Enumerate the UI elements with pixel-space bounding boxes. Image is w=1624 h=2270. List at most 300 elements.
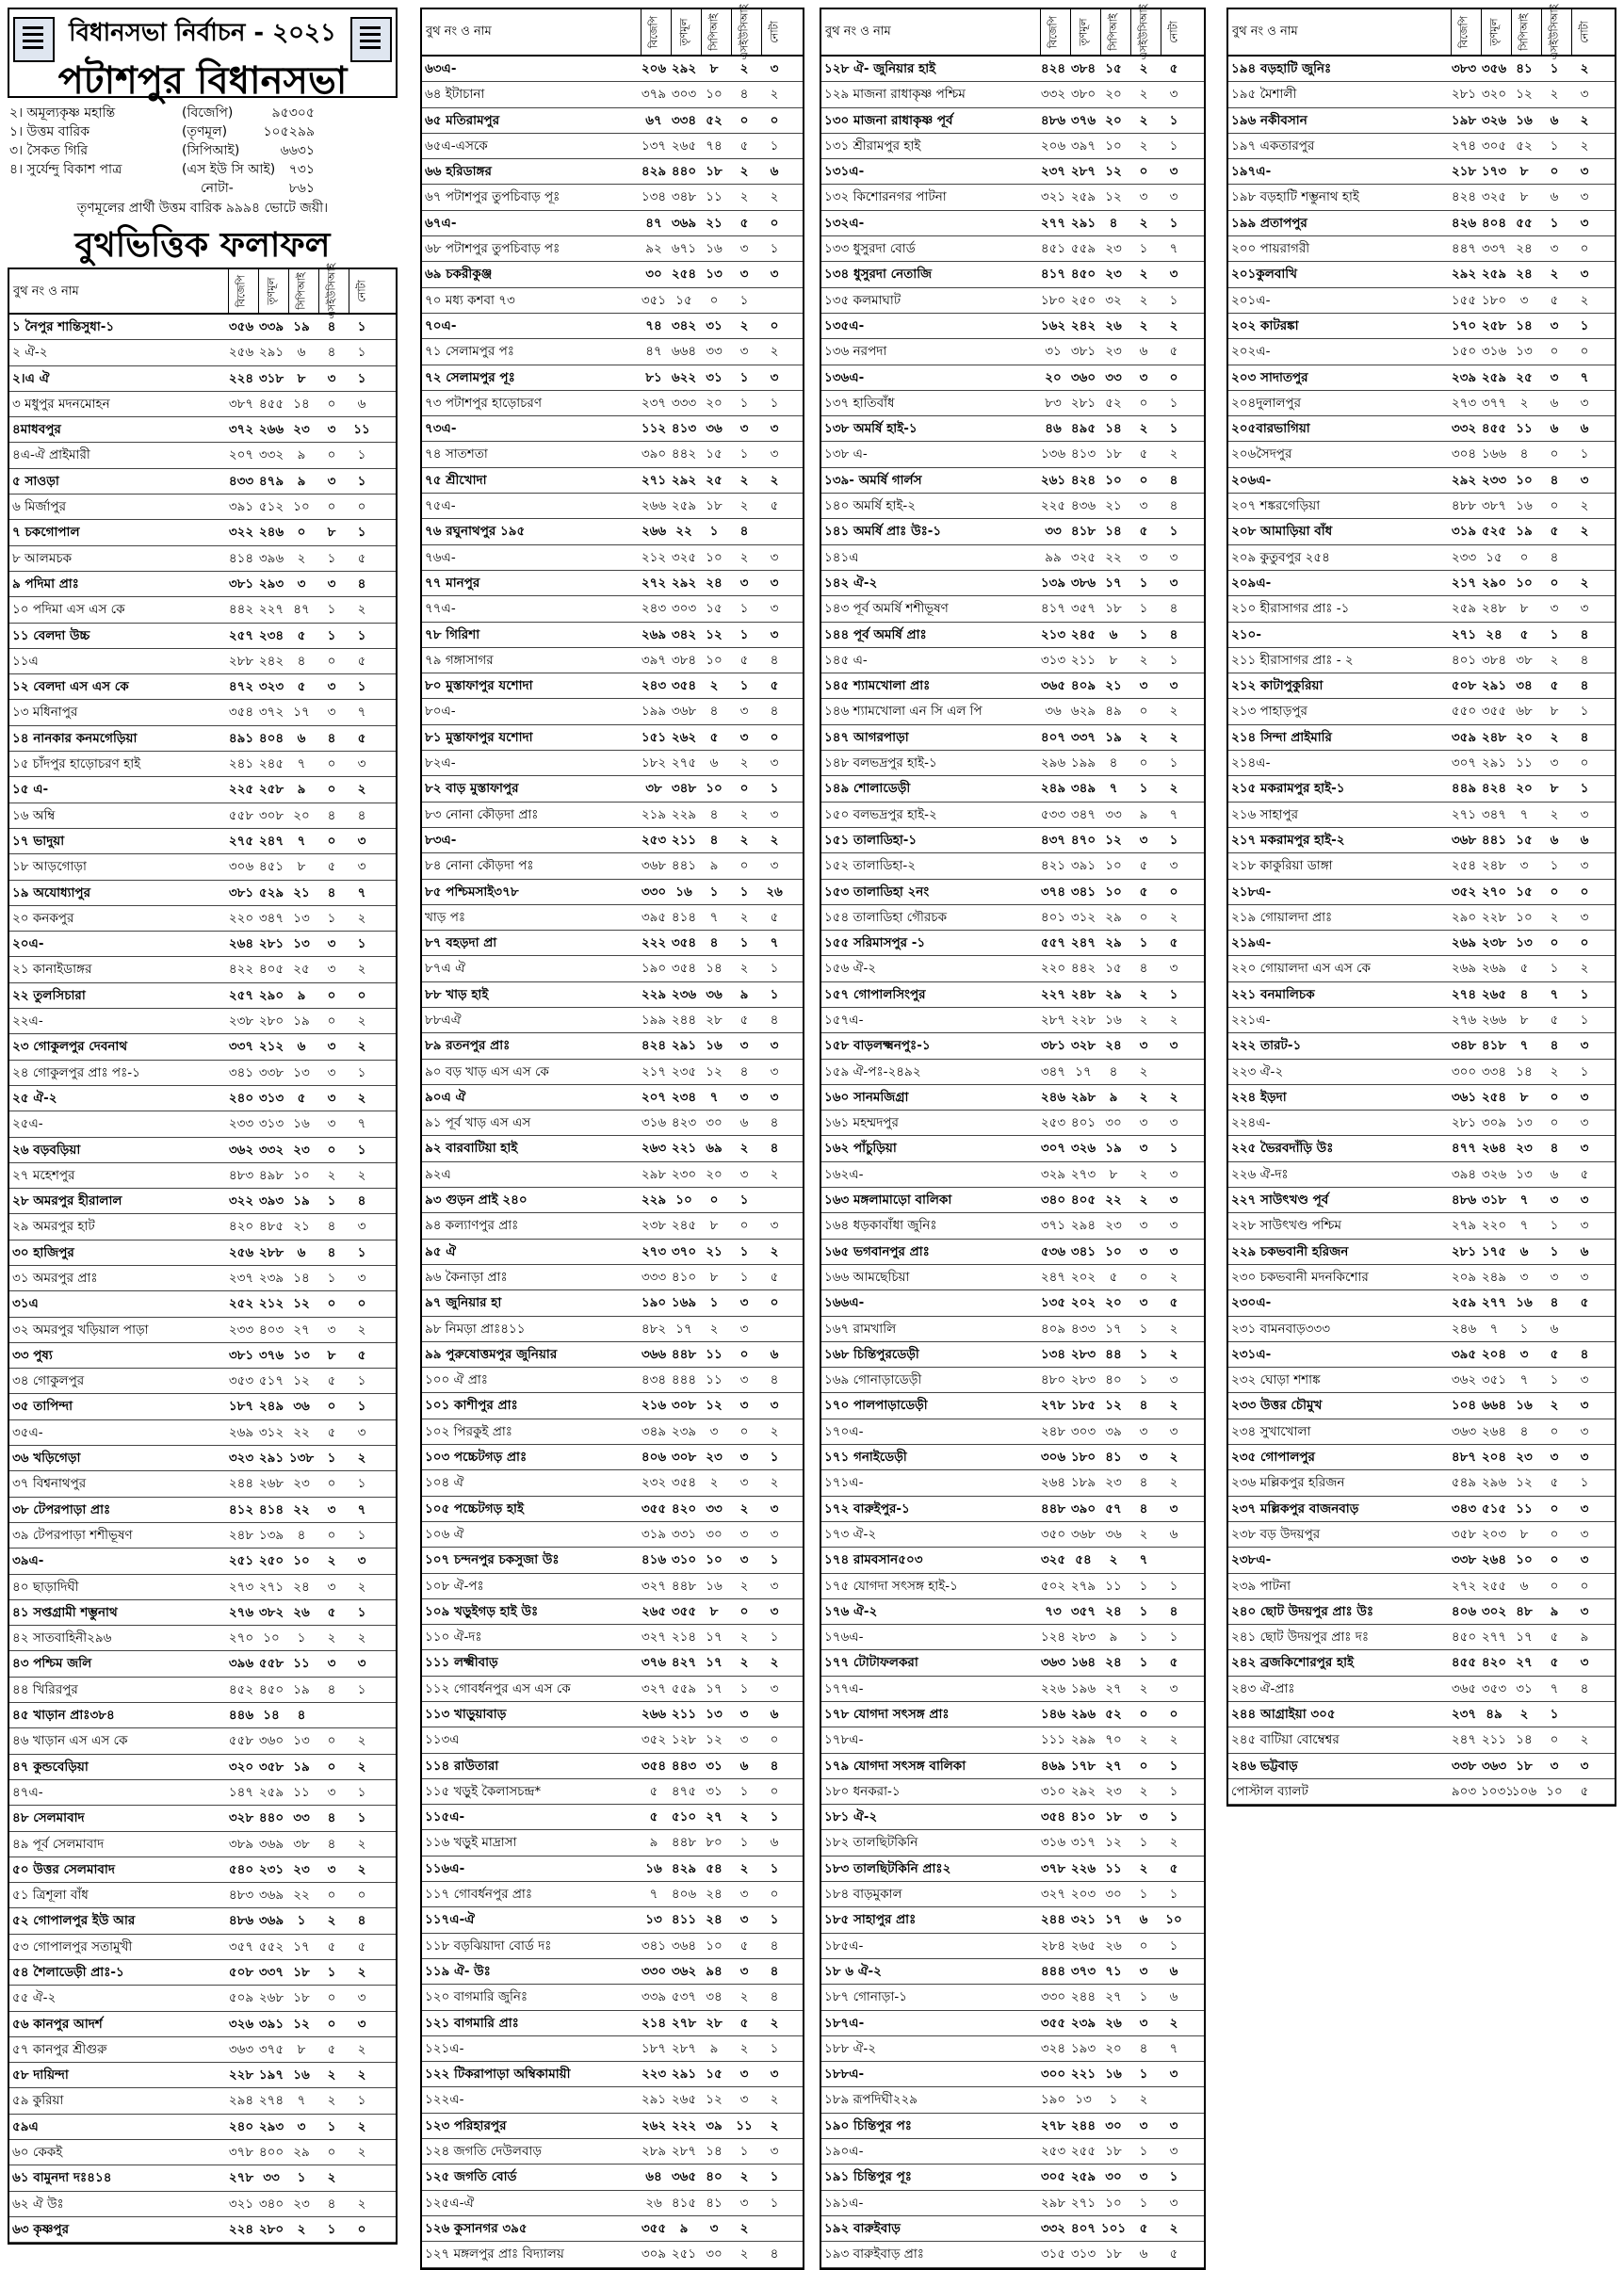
table-row [9,1832,396,1857]
nota-votes: ৬ [1580,421,1589,437]
bjp-votes: ১৩৫ [1040,1295,1066,1311]
cpi-votes: ৭ [297,756,306,772]
tmc-votes: ২৮০ [258,2221,284,2237]
table-row [1228,1625,1615,1650]
tmc-votes: ২৬২ [671,729,697,745]
suci-votes: ৩ [1139,1141,1148,1157]
booth-name: ২০৭ শঙ্করগেড়িয়া [1231,498,1321,514]
bjp-votes: ৪৮৮ [1451,498,1477,514]
suci-votes: ২ [739,549,749,565]
table-row [1228,880,1615,905]
suci-votes: ৪ [739,524,749,540]
table-row [821,1574,1204,1599]
nota-votes: ৭ [357,705,366,721]
tmc-votes: ৩৪২ [671,626,697,642]
booth-name: ১৭১ গনাইডেড়ী [824,1450,907,1466]
table-row [422,1625,803,1650]
bjp-votes: ২২৩ [641,2067,667,2083]
suci-votes: ৫ [739,2015,749,2031]
suci-votes: ৬ [1550,421,1559,437]
suci-votes: ০ [739,112,749,128]
header-bjp: বিজেপি [228,269,255,313]
table-row [1228,494,1615,519]
tmc-votes: ৪৫১ [258,859,284,875]
booth-name: ১৫৯ ঐ-পঃ-২৪৯২ [824,1063,921,1079]
bjp-votes: ৪০৬ [641,1450,667,1466]
booth-name: ৫ সাওড়া [12,473,59,489]
cpi-votes: ২৩ [1105,1475,1122,1491]
booth-name: ৩৩ পুষ্য [12,1347,53,1363]
booth-name: ১৬৫ ভগবানপুর প্রাঃ [824,1243,930,1259]
nota-votes: ৩ [1580,1552,1589,1568]
cpi-votes: ১৮ [1516,1758,1533,1774]
bjp-votes: ২৭৮ [1040,1398,1066,1414]
tmc-votes: ২৩৩ [1481,472,1507,488]
nota-votes: ৪ [357,576,366,592]
table-row [1228,391,1615,416]
tmc-votes: ৩০২ [1481,1603,1507,1619]
bjp-votes: ৩৭৮ [228,2145,254,2161]
bjp-votes: ২৩৩ [228,1116,254,1132]
booth-name: ২১২ কাটাপুকুরিয়া [1231,678,1324,694]
nota-votes: ০ [357,2221,366,2237]
bjp-votes: ৪৮৩ [228,1167,254,1183]
cpi-votes: ৮ [1519,1089,1529,1105]
tmc-votes: ২৪২ [1070,317,1096,333]
nota-votes: ৩ [1169,2117,1178,2133]
table-row [1228,185,1615,210]
cpi-votes: ৯ [709,858,719,874]
cpi-votes: ১২ [1105,1835,1122,1851]
table-row [821,2165,1204,2190]
bjp-votes: ৩৬২ [1451,1372,1477,1388]
suci-votes: ২ [1139,986,1148,1002]
nota-votes: ২ [1169,2015,1178,2031]
tmc-votes: ৩৫৪ [671,961,697,977]
nota-votes: ১ [1169,1141,1178,1157]
table-row [9,443,396,468]
suci-votes: ৬ [1550,395,1559,411]
tmc-votes: ২৩০ [671,1166,697,1182]
nota-votes: ৩ [1169,1423,1178,1439]
table-row [422,2036,803,2062]
cpi-votes: ২৩ [293,1476,310,1492]
bjp-votes: ৪৪৯ [1451,781,1477,797]
nota-votes: ৪ [1169,601,1178,617]
table-row [9,2165,396,2191]
cpi-votes: ১৫ [706,2067,723,2083]
suci-votes: ১ [739,626,749,642]
bjp-votes: ৩১৯ [641,1526,667,1542]
table-row [1228,159,1615,185]
tmc-votes: ২৫৫ [1481,1578,1507,1594]
table-row [821,2087,1204,2113]
nota-votes: ২ [357,602,366,618]
table-row [1228,468,1615,494]
nota-votes: ৩ [1580,1603,1589,1619]
cpi-votes: ২ [297,550,306,566]
table-row [821,623,1204,648]
suci-votes: ৩ [739,2092,749,2108]
cpi-votes: ১২ [1105,189,1122,205]
suci-votes: ২ [1550,1398,1559,1414]
suci-votes: ০ [1139,164,1148,180]
suci-votes: ৩ [739,1912,749,1928]
booth-name: ১৬৮ চিন্তিপুরডেড়ী [824,1346,919,1362]
tmc-votes: ৪১৫ [671,2195,697,2211]
bjp-votes: ৫৫৮ [228,1733,254,1749]
nota-votes: ১ [1580,781,1589,797]
bjp-votes: ৪৫১ [1040,241,1066,257]
suci-votes: ০ [1550,575,1559,591]
booth-name: ১১৪ রাউতারা [425,1758,499,1774]
suci-votes: ২ [739,832,749,848]
nota-votes: ১ [1169,1758,1178,1774]
table-row [821,982,1204,1008]
nota-votes: ৩ [357,833,366,849]
tmc-votes: ২১২ [258,1296,284,1312]
booth-name: ২৩৯ পাটনা [1231,1578,1291,1594]
suci-votes: ৫ [1550,1475,1559,1491]
nota-votes: ৪ [1580,729,1589,745]
booth-name: ৮৮ খাড় হাই [425,986,489,1002]
nota-votes: ৫ [1169,1860,1178,1876]
table-row [422,1959,803,1985]
bjp-votes: ২৯৪ [228,2093,254,2109]
table-row [422,1033,803,1059]
table-row [422,1111,803,1136]
suci-votes: ৯ [1550,1603,1559,1619]
table-row [9,1908,396,1934]
booth-name: ৫৪ শৈলাডেড়ী প্রাঃ-১ [12,1965,124,1980]
tmc-votes: ৪৯ [1486,1707,1502,1722]
table-row [422,494,803,519]
cpi-votes: ১২ [706,626,723,642]
cpi-votes: ৩ [297,2118,306,2134]
tmc-votes: ৩৭৫ [258,2041,284,2057]
nota-votes: ৩ [1169,164,1178,180]
nota-votes: ৩ [770,1038,779,1054]
suci-votes: ০ [739,781,749,797]
suci-votes: ৩ [1139,369,1148,385]
tmc-votes: ৪১৮ [1070,524,1096,540]
tmc-votes: ২৯২ [1070,1783,1096,1799]
booth-name: ৯২এ [425,1166,451,1182]
nota-votes: ৩ [1580,858,1589,874]
tmc-votes: ১৮৫ [1070,1398,1096,1414]
suci-votes: ৩ [739,1552,749,1568]
table-row [1228,1393,1615,1419]
cpi-votes: ০ [709,1192,719,1208]
booth-name: ১৪২ ঐ-২ [824,575,878,591]
tmc-votes: ১৯৬ [1070,1680,1096,1696]
table-row [821,1419,1204,1445]
cpi-votes: ২৯ [1105,986,1122,1002]
booth-table-3 [820,55,1206,2270]
booth-name: ১২০ বাগমারি জুনিঃ [425,1989,528,2005]
bjp-votes: ৭৩ [1045,1603,1062,1619]
bjp-votes: ২৫৯ [1451,1295,1477,1311]
table-row [422,1393,803,1419]
booth-name: ১২৮ ঐ- জুনিয়ার হাই [824,61,936,76]
bjp-votes: ৩৫০ [1040,1526,1066,1542]
tmc-votes: ২৭০ [1481,884,1507,900]
banner-constituency: পটাশপুর বিধানসভা [57,59,348,103]
booth-name: ২১৮ কাকুরিয়া ডাঙ্গা [1231,858,1333,874]
tmc-votes: ৩৭০ [671,1243,697,1259]
cpi-votes: ৩৩ [293,1810,310,1826]
table-row [9,649,396,674]
suci-votes: ৮ [1550,704,1559,720]
tmc-votes: ২৫৯ [1481,267,1507,283]
suci-votes: ২ [1550,806,1559,822]
nota-votes: ৫ [1169,344,1178,360]
header-suci: এসইউসিআই [1130,9,1158,55]
booth-name: ৮৭এ ঐ [425,961,465,977]
booth-name: ২০৪দুলালপুর [1231,395,1302,411]
suci-votes: ৩ [1139,2117,1148,2133]
bjp-votes: ৩০৯ [641,2246,667,2262]
bjp-votes: ২১৭ [641,1063,667,1079]
table-row [422,108,803,134]
booth-name: ২ ঐ-২ [12,345,48,361]
nota-votes: ৫ [1169,1655,1178,1671]
header-suci: এসইউসিআই [318,269,346,313]
booth-name: ২১৩ পাহাড়পুর [1231,704,1307,720]
tmc-votes: ৩৪৮ [671,781,697,797]
table-row [821,1934,1204,1959]
table-row [1228,699,1615,724]
suci-votes: ১ [1550,1218,1559,1234]
tmc-votes: ৯ [679,2220,689,2236]
suci-votes: ৩ [1550,1758,1559,1774]
suci-votes: ২ [327,2067,336,2084]
bjp-votes: ২৯৬ [1040,755,1066,771]
bjp-votes: ৩২৭ [641,1630,667,1646]
suci-votes: ১ [1139,241,1148,257]
tmc-votes: ২৫১ [671,2246,697,2262]
suci-votes: ৪ [1139,1398,1148,1414]
booth-name: ২০৬এ- [1231,472,1272,488]
booth-name: ২৩ গোকুলপুর দেবনাথ [12,1039,128,1055]
table-row [821,494,1204,519]
booth-name: ২২৮ সাউৎখণ্ড পশ্চিম [1231,1218,1342,1234]
bjp-votes: ৩৯৭ [641,652,667,668]
table-row [422,2114,803,2139]
suci-votes: ৩ [327,1321,336,1338]
bjp-votes: ৩৩০ [1040,1989,1066,2005]
booth-name: ২৪৫ বাটিয়া বোম্বেশ্বর [1231,1732,1340,1748]
booth-name: ৩৯এ- [12,1553,44,1569]
booth-name: ২৩১ বামনবাড়৩৩৩ [1231,1321,1330,1337]
header-nota: নোটা [761,9,788,55]
table-row [1228,828,1615,853]
table-row [9,495,396,520]
nota-votes: ১ [770,2040,779,2056]
cpi-votes: ১৭ [1105,1321,1122,1337]
cpi-votes: ২৯ [1105,909,1122,925]
table-row [9,777,396,803]
bjp-votes: ৮১ [645,369,662,385]
bjp-votes: ২৭১ [1451,626,1477,642]
bjp-votes: ৪০১ [1040,909,1066,925]
bjp-votes: ২৮৯ [641,2144,667,2160]
cpi-votes: ৪৮ [1516,1603,1533,1619]
suci-votes: ৬ [1550,1321,1559,1337]
nota-votes: ১ [770,781,779,797]
tmc-votes: ৫১৫ [1481,1500,1507,1516]
table-row [422,1650,803,1676]
tmc-votes: ২৭৫ [671,755,697,771]
tmc-votes: ২৫৮ [1481,317,1507,333]
cpi-votes: ৪ [1519,446,1529,462]
bjp-votes: ২৫৭ [228,987,254,1003]
nota-votes: ৪ [770,1012,779,1028]
suci-votes: ৩ [739,1166,749,1182]
suci-votes: ৪ [327,345,336,361]
nota-votes: ৪ [770,704,779,720]
nota-votes: ২ [1169,1835,1178,1851]
bjp-votes: ২৭২ [641,575,667,591]
suci-votes: ০ [1139,755,1148,771]
cpi-votes: ২০ [1516,729,1533,745]
tmc-votes: ৬৬৪ [671,344,697,360]
tmc-votes: ১৫ [1486,549,1502,565]
table-row [1228,1419,1615,1445]
table-row [9,1806,396,1831]
header-cpi: সিপিআই [701,9,728,55]
bjp-votes: ২৭৩ [641,1243,667,1259]
tmc-votes: ৩৩২ [258,447,284,463]
suci-votes: ২ [1139,1012,1148,1028]
nota-votes: ৩ [1169,189,1178,205]
table-row [9,1728,396,1754]
bjp-votes: ২৪৩ [641,678,667,694]
booth-name: ১৪৮ বলভদ্রপুর হাই-১ [824,755,937,771]
cpi-votes: ২৮ [706,1012,723,1028]
cpi-votes: ৩১ [706,1783,723,1799]
tmc-votes: ৩২৮ [1070,1038,1096,1054]
table-row [821,1548,1204,1573]
bjp-votes: ৩২২ [228,1193,254,1209]
table-row [9,881,396,906]
table-row [1228,1008,1615,1033]
bjp-votes: ৩৯৫ [1451,1346,1477,1362]
cpi-votes: ১২ [293,2016,310,2032]
bjp-votes: ৪২০ [228,1219,254,1235]
tmc-votes: ২৭৩ [1070,1166,1096,1182]
suci-votes: ২ [1550,87,1559,103]
suci-votes: ২ [1550,1063,1559,1079]
tmc-votes: ২৫০ [258,1553,284,1569]
booth-name: ২৩৩ উত্তর চৌমুখ [1231,1398,1323,1414]
suci-votes: ৪ [327,807,336,823]
table-row [821,236,1204,262]
cpi-votes: ৩৪ [1516,678,1533,694]
bjp-votes: ১৫৫ [1451,292,1477,308]
bjp-votes: ৫৪০ [228,1861,254,1877]
booth-name: ৩৪ গোকুলপুর [12,1373,85,1389]
booth-name: ১৭২ বারুইপুর-১ [824,1500,910,1516]
nota-votes: ৭ [1169,806,1178,822]
cpi-votes: ১৩ [706,267,723,283]
nota-votes: ১ [770,395,779,411]
suci-votes: ৩ [327,1116,336,1132]
table-row [422,1907,803,1933]
nota-votes: ৫ [357,730,366,746]
bjp-votes: ৩৩২ [1040,2220,1066,2236]
nota-votes: ৩ [1169,549,1178,565]
table-row [9,1446,396,1471]
table-row [821,853,1204,879]
bjp-votes: ২১৬ [641,1398,667,1414]
tmc-votes: ৪২৪ [1481,781,1507,797]
nota-votes: ৩ [1580,1423,1589,1439]
cpi-votes: ১৯ [293,319,310,334]
bjp-votes: ৩৫২ [1451,884,1477,900]
cpi-votes: ২০ [1105,2040,1122,2056]
nota-votes: ৩ [1169,1218,1178,1234]
header-cpi: সিপিআই [288,269,316,313]
nota-votes: ৪ [770,1758,779,1774]
table-row [1228,1265,1615,1290]
suci-votes: ৩ [1139,1963,1148,1979]
tmc-votes: ৩০৮ [671,1398,697,1414]
nota-votes: ৬ [770,164,779,180]
tmc-votes: ২৩১ [258,1861,284,1877]
cpi-votes: ১৯ [1516,524,1533,540]
table-row [821,57,1204,82]
booth-name: ২০এ- [12,936,44,952]
cpi-votes: ১০ [706,87,723,103]
cpi-votes: ২৭ [293,1321,310,1338]
table-row [9,340,396,365]
booth-name: ৯৮ নিমড়া প্রাঃ৪১১ [425,1321,526,1337]
nota-votes: ৭ [1169,2040,1178,2056]
cpi-votes: ৩৪ [706,1989,723,2005]
bjp-votes: ৪৪২ [228,602,254,618]
cpi-votes: ৪ [297,653,306,669]
suci-votes: ৩ [1139,2015,1148,2031]
bjp-votes: ৫০৮ [1451,678,1477,694]
tmc-votes: ৩১৬ [1481,344,1507,360]
suci-votes: ১ [739,935,749,951]
cpi-votes: ১৭ [706,1680,723,1696]
bjp-votes: ২০৭ [228,447,254,463]
nota-votes: ৪ [357,1913,366,1929]
cpi-votes: ৮ [709,61,719,76]
suci-votes: ১ [739,1835,749,1851]
table-row [9,674,396,700]
cpi-votes: ২৪ [1105,1655,1122,1671]
nota-votes: ১ [770,1450,779,1466]
bjp-votes: ২০৬ [1040,138,1066,154]
bjp-votes: ৪৩৩ [228,473,254,489]
table-row [422,1574,803,1599]
nota-votes: ৩ [1580,1398,1589,1414]
cpi-votes: ১৬ [1516,1295,1533,1311]
nota-votes: ০ [1169,369,1178,385]
table-row [1228,623,1615,648]
tmc-votes: ৩৯১ [1070,858,1096,874]
bjp-votes: ২২০ [1040,961,1066,977]
nota-votes: ২ [1169,1398,1178,1414]
nota-votes: ৫ [770,909,779,925]
cpi-votes: ১৩ [293,1347,310,1363]
tmc-votes: ২৫৪ [1481,1089,1507,1105]
table-row [821,1907,1204,1933]
suci-votes: ৫ [1139,446,1148,462]
